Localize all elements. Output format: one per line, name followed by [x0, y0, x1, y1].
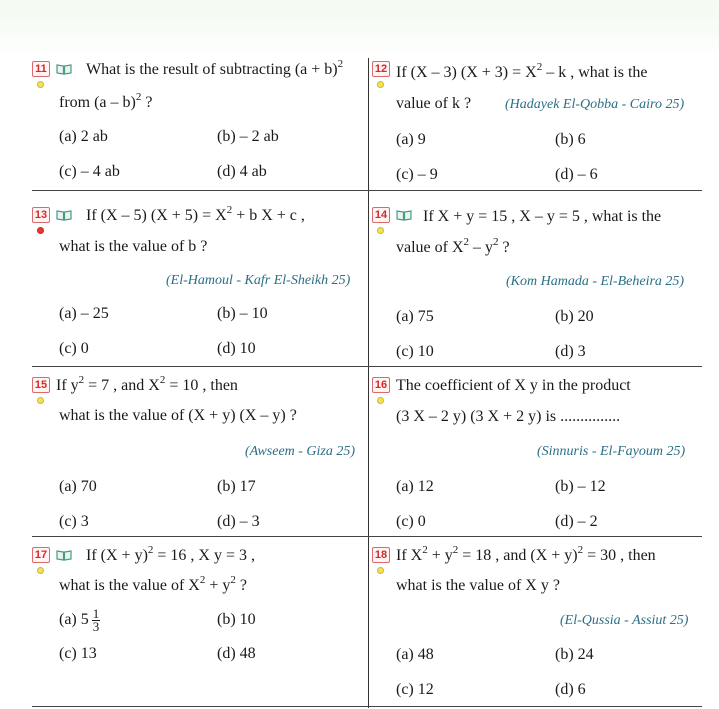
option-d[interactable]: (d) 6: [555, 681, 586, 698]
question-13: [32, 204, 368, 364]
question-text-line2: what is the value of b ?: [59, 238, 208, 255]
book-icon: [56, 210, 72, 221]
option-d[interactable]: (d) – 6: [555, 166, 598, 183]
row-divider-4: [32, 706, 702, 707]
option-b[interactable]: (b) 24: [555, 646, 594, 663]
option-b[interactable]: (b) – 2 ab: [217, 128, 279, 145]
question-text-line1: If X + y = 15 , X – y = 5 , what is the: [423, 208, 662, 225]
question-number-badge: 17: [32, 547, 50, 563]
question-text-line2: value of k ?: [396, 95, 472, 112]
option-d[interactable]: (d) 10: [217, 340, 256, 357]
book-icon: [56, 550, 72, 561]
option-c[interactable]: (c) 0: [396, 513, 426, 530]
question-grid: [32, 58, 702, 706]
source-citation: (Kom Hamada - El-Beheira 25): [506, 274, 685, 289]
question-text-line1: What is the result of subtracting $(a + b)^2$: [86, 58, 344, 78]
option-a[interactable]: (a) 12: [396, 478, 434, 495]
question-text-line2: (3 X – 2 y) (3 X + 2 y) is ...............: [396, 408, 621, 425]
option-a[interactable]: (a) 5 $\frac{1}{3}$: [59, 606, 100, 634]
question-text-line2: what is the value of (X + y) (X – y) ?: [59, 407, 297, 424]
option-c[interactable]: (c) – 4 ab: [59, 163, 120, 180]
book-icon: [396, 210, 412, 221]
option-b[interactable]: (b) – 10: [217, 305, 268, 322]
question-text-line2: value of $X^2 - y^2$ ?: [396, 236, 510, 256]
option-b[interactable]: (b) – 12: [555, 478, 606, 495]
question-number-badge: 16: [372, 377, 390, 393]
option-c[interactable]: (c) 10: [396, 343, 434, 360]
question-text-line2: from (a – b)$^2$ ?: [59, 91, 153, 111]
source-citation: (El-Hamoul - Kafr El-Sheikh 25): [166, 273, 351, 288]
option-c[interactable]: (c) 13: [59, 645, 97, 662]
difficulty-dot-icon: [37, 567, 44, 574]
source-citation: (El-Qussia - Assiut 25): [560, 613, 689, 628]
option-d[interactable]: (d) 3: [555, 343, 586, 360]
option-c[interactable]: (c) 0: [59, 340, 89, 357]
question-number-badge: 15: [32, 377, 50, 393]
column-divider: [368, 58, 369, 708]
question-number-badge: 14: [372, 207, 390, 223]
question-text-line1: If (X – 5) $(X + 5) = X^2 + b$ X + c ,: [86, 204, 305, 224]
question-17: [32, 544, 368, 704]
book-icon: [56, 64, 72, 75]
question-number-badge: 12: [372, 61, 390, 77]
row-divider-1: [32, 190, 702, 191]
difficulty-dot-icon: [37, 227, 44, 234]
question-number-badge: 18: [372, 547, 390, 563]
difficulty-dot-icon: [377, 397, 384, 404]
option-a[interactable]: (a) – 25: [59, 305, 109, 322]
difficulty-dot-icon: [377, 81, 384, 88]
question-text-line1: If $y^2 = 7$ , and $X^2 = 10$ , then: [56, 374, 238, 394]
row-divider-3: [32, 536, 702, 537]
option-d[interactable]: (d) 4 ab: [217, 163, 267, 180]
option-c[interactable]: (c) 12: [396, 681, 434, 698]
source-citation: (Sinnuris - El-Fayoum 25): [537, 444, 686, 459]
option-a[interactable]: (a) 75: [396, 308, 434, 325]
option-d[interactable]: (d) 48: [217, 645, 256, 662]
question-text-line2: what is the value of X y ?: [396, 577, 560, 594]
source-citation: (Hadayek El-Qobba - Cairo 25): [505, 97, 685, 112]
question-14: [372, 204, 702, 364]
option-a[interactable]: (a) 9: [396, 131, 426, 148]
question-text-line2: what is the value of $X^2 + y^2$ ?: [59, 574, 247, 594]
question-text-line1: If (X – 3) $(X + 3) = X^2 - k$ , what is the: [396, 61, 648, 81]
option-b[interactable]: (b) 10: [217, 611, 256, 628]
option-b[interactable]: (b) 17: [217, 478, 256, 495]
option-a[interactable]: (a) 2 ab: [59, 128, 108, 145]
question-text-line1: If $X^2 + y^2 = 18$ , and $(X + y)^2 = 30$ , then: [396, 544, 656, 564]
question-15: [32, 374, 368, 534]
difficulty-dot-icon: [377, 227, 384, 234]
fraction: $\frac{1}{3}$: [92, 606, 100, 634]
option-a[interactable]: (a) 70: [59, 478, 97, 495]
question-11: [32, 58, 368, 190]
question-18: [372, 544, 702, 704]
question-number-badge: 11: [32, 61, 50, 77]
option-c[interactable]: (c) 3: [59, 513, 89, 530]
question-16: [372, 374, 702, 534]
option-b[interactable]: (b) 6: [555, 131, 586, 148]
option-d[interactable]: (d) – 3: [217, 513, 260, 530]
difficulty-dot-icon: [37, 81, 44, 88]
question-text-line1: If $(X + y)^2 = 16$ , X y = 3 ,: [86, 544, 255, 564]
question-text-line1: The coefficient of X y in the product: [396, 377, 631, 394]
source-citation: (Awseem - Giza 25): [245, 444, 356, 459]
option-d[interactable]: (d) – 2: [555, 513, 598, 530]
difficulty-dot-icon: [37, 397, 44, 404]
question-number-badge: 13: [32, 207, 50, 223]
option-a[interactable]: (a) 48: [396, 646, 434, 663]
option-c[interactable]: (c) – 9: [396, 166, 438, 183]
difficulty-dot-icon: [377, 567, 384, 574]
question-12: [372, 58, 702, 190]
row-divider-2: [32, 366, 702, 367]
option-b[interactable]: (b) 20: [555, 308, 594, 325]
